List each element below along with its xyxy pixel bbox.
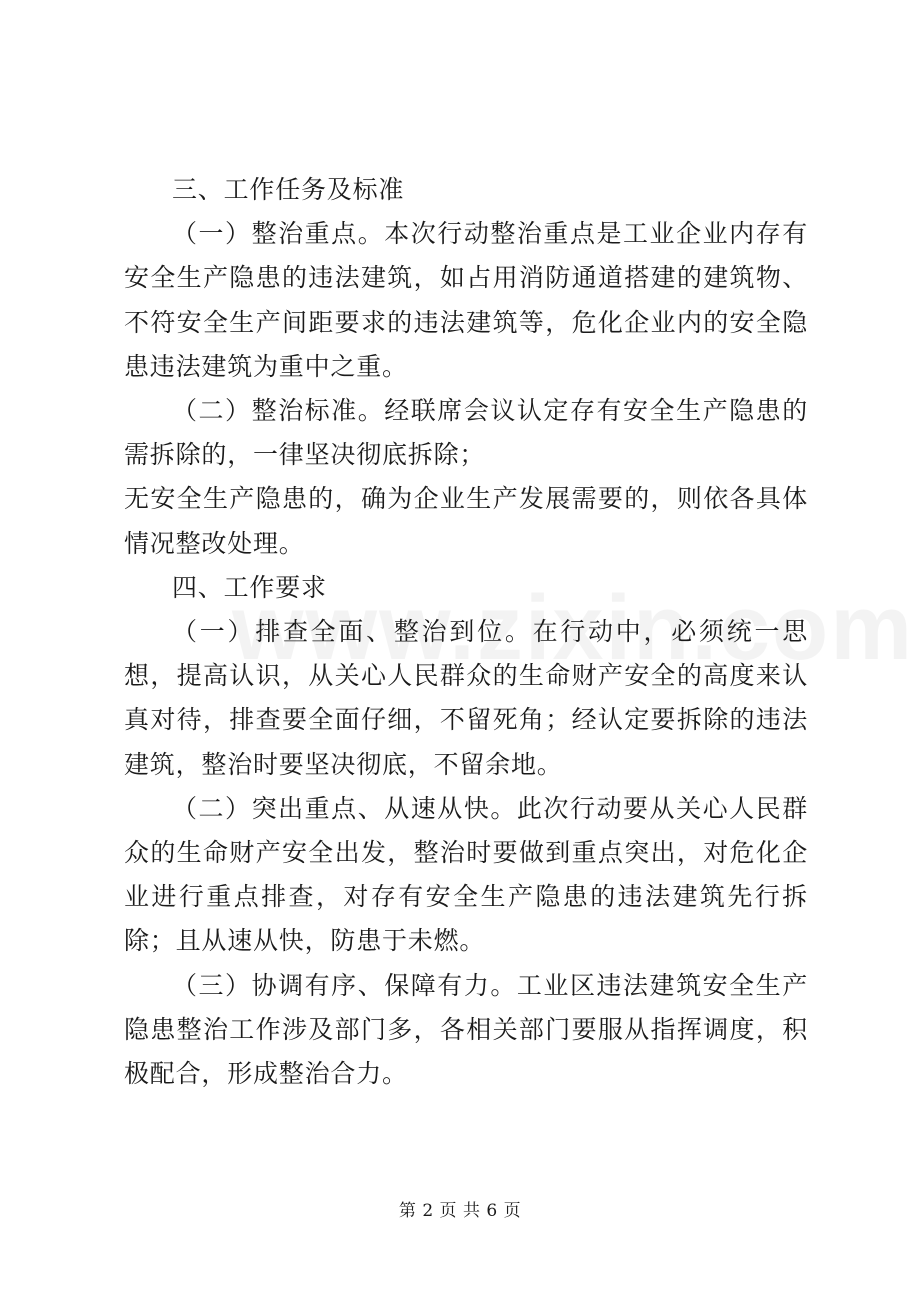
section-heading-4: 四、工作要求 [172, 572, 327, 602]
paragraph-no-hazard: 无安全生产隐患的，确为企业生产发展需要的，则依各具体情况整改处理。 [124, 484, 808, 558]
paragraph-requirement-1: （一）排查全面、整治到位。在行动中，必须统一思想，提高认识，从关心人民群众的生命财产安全的高度来认真对待，排查要全面仔细，不留死角；经认定要拆除的违法建筑，整治时要坚决彻底，不留余地。 [124, 617, 808, 779]
section-heading-3: 三、工作任务及标准 [172, 175, 405, 204]
paragraph-requirement-3: （三）协调有序、保障有力。工业区违法建筑安全生产隐患整治工作涉及部门多，各相关部门要服从指挥调度，积极配合，形成整治合力。 [124, 970, 808, 1089]
paragraph-focus: （一）整治重点。本次行动整治重点是工业企业内存有安全生产隐患的违法建筑，如占用消防通道搭建的建筑物、不符安全生产间距要求的违法建筑等，危化企业内的安全隐患违法建筑为重中之重。 [124, 219, 808, 381]
paragraph-standard: （二）整治标准。经联席会议认定存有安全生产隐患的需拆除的，一律坚决彻底拆除； [124, 396, 808, 470]
page-footer [0, 1196, 920, 1221]
paragraph-requirement-2: （二）突出重点、从速从快。此次行动要从关心人民群众的生命财产安全出发，整治时要做到重点突出，对危化企业进行重点排查，对存有安全生产隐患的违法建筑先行拆除；且从速从快，防患于未燃。 [124, 793, 808, 956]
document-body [124, 168, 808, 1096]
page-number: 第 2 页 共 6 页 [398, 1201, 522, 1221]
